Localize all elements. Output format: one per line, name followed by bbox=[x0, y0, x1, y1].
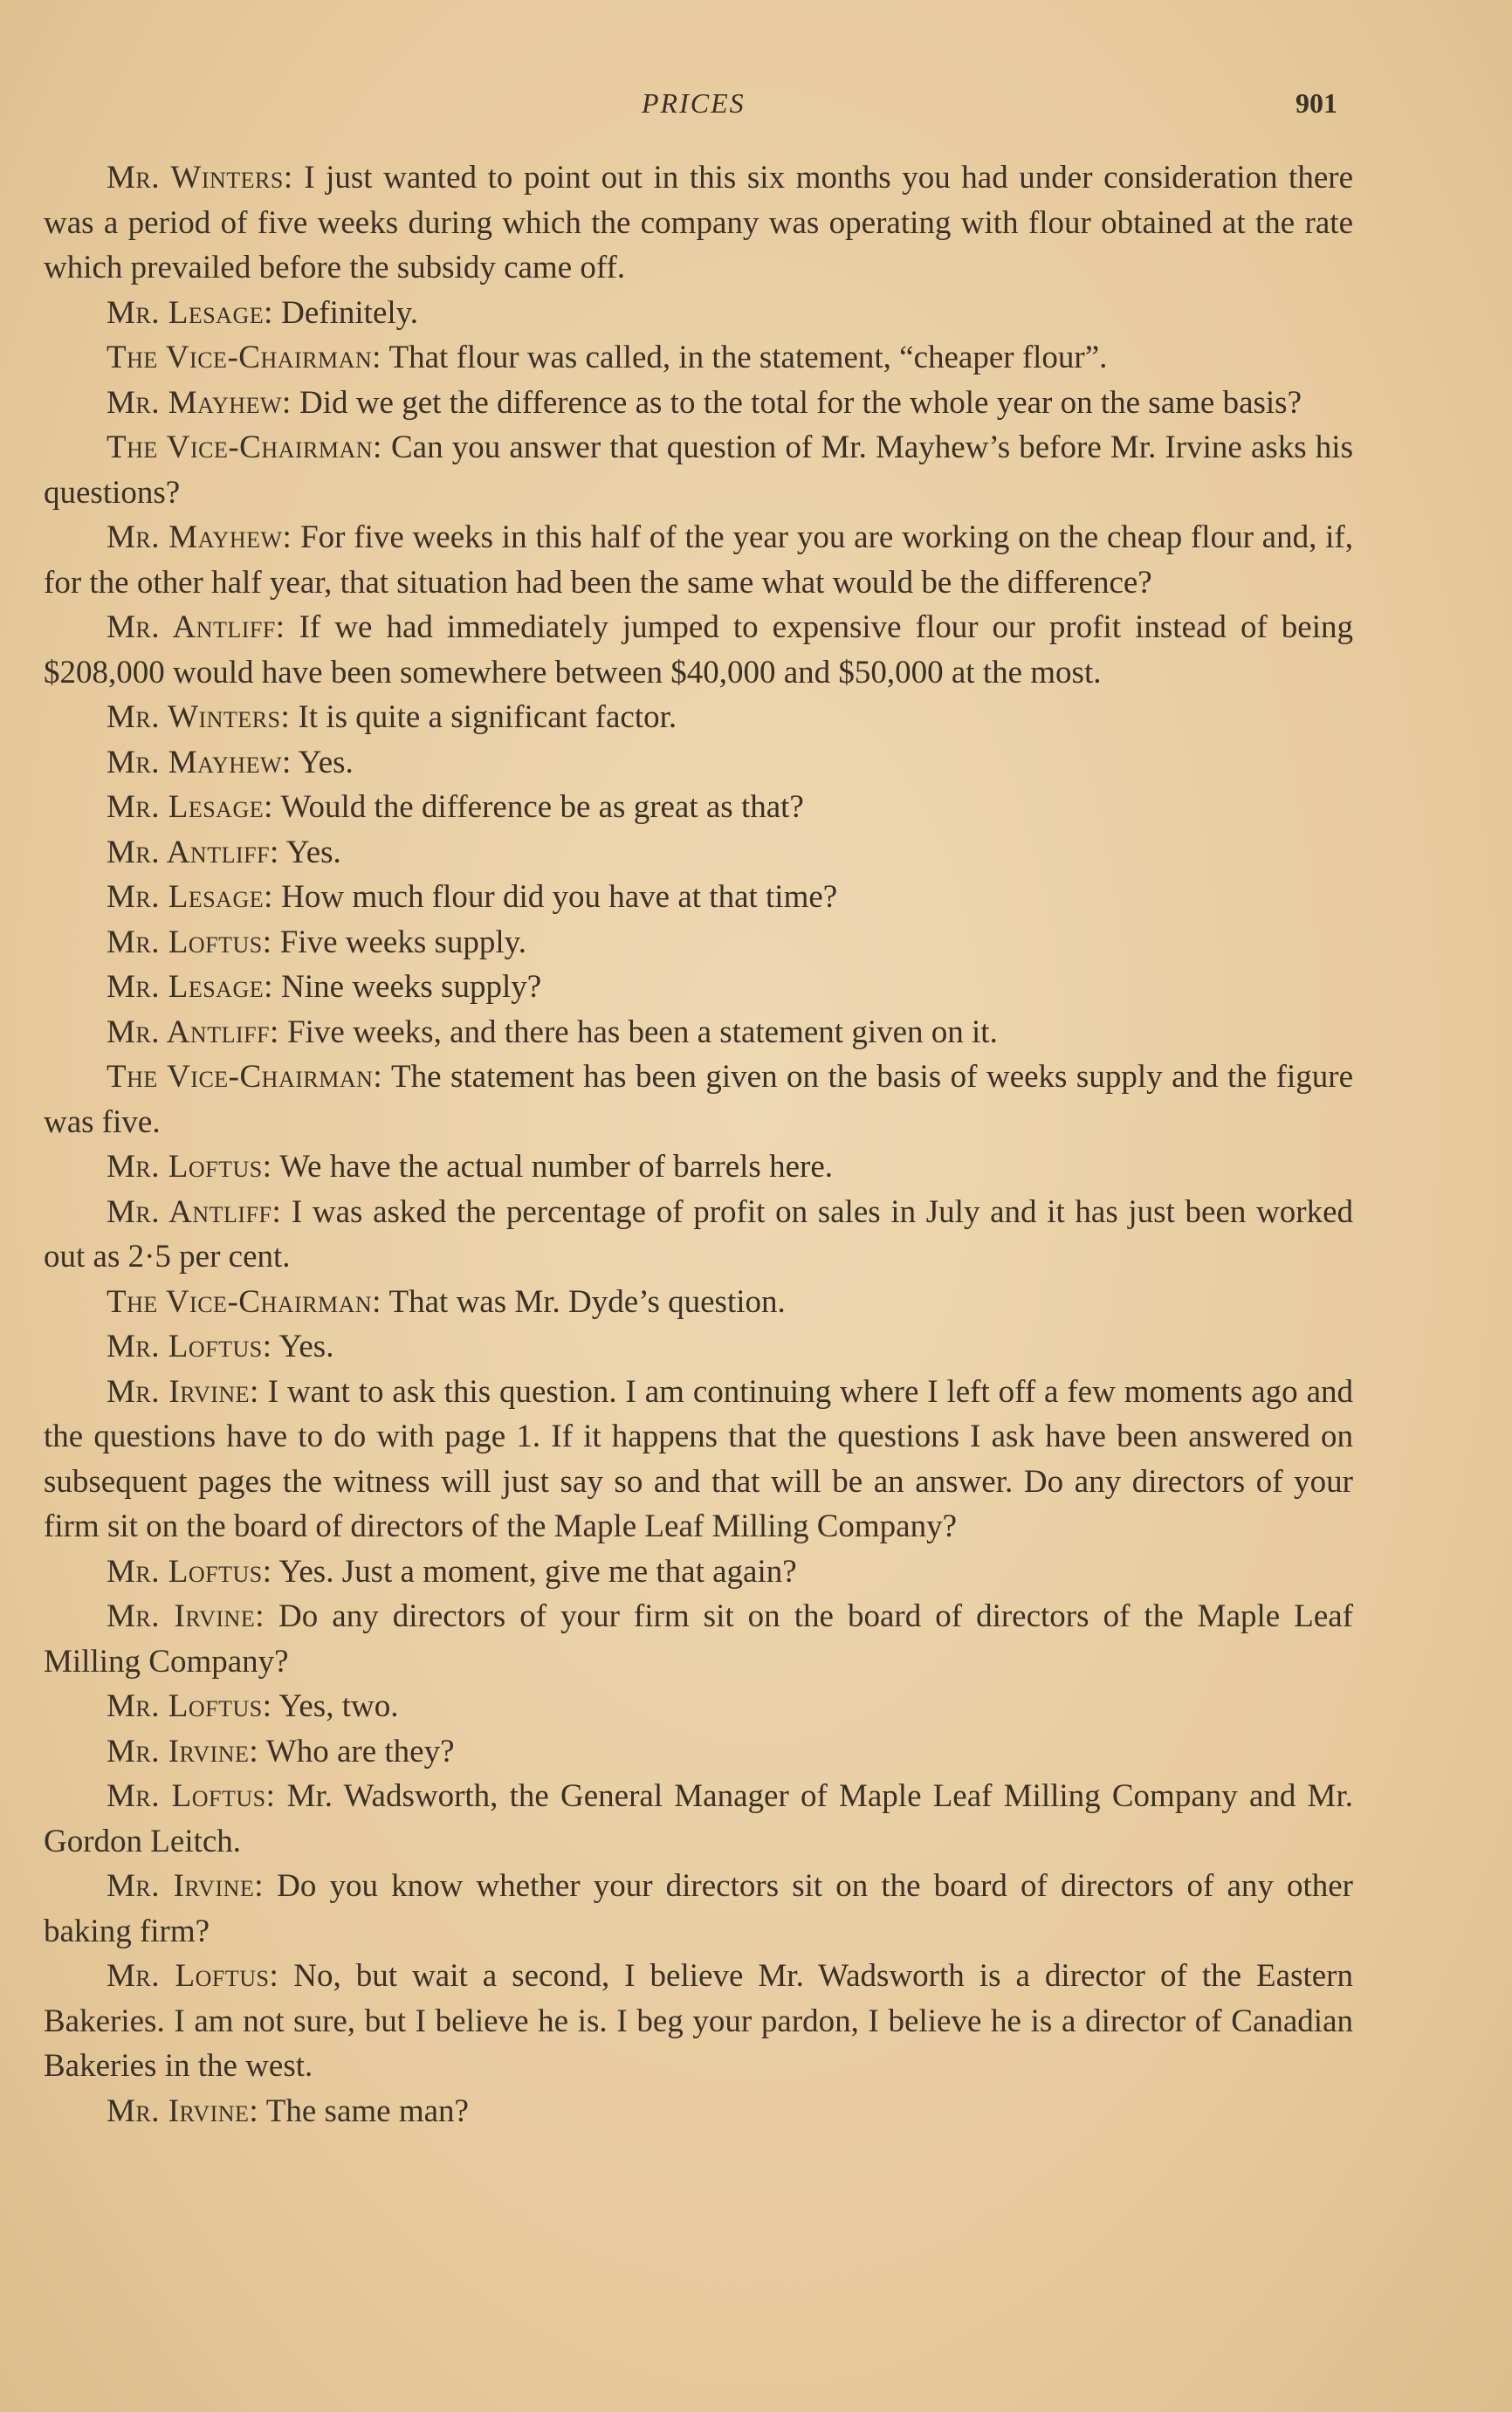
paragraph bbox=[44, 1055, 1353, 1144]
speaker-name: Mr. Loftus: bbox=[107, 1778, 276, 1814]
speech-text: That was Mr. Dyde’s question. bbox=[381, 1283, 786, 1320]
paragraph bbox=[44, 515, 1353, 605]
speaker-name: Mr. Lesage: bbox=[107, 879, 273, 915]
paragraph bbox=[44, 695, 1353, 740]
speaker-name: Mr. Mayhew: bbox=[107, 384, 292, 421]
speaker-name: Mr. Loftus: bbox=[107, 1688, 272, 1724]
speech-text: The statement has been given on the basis of weeks supply and the figure was five. bbox=[44, 1059, 1353, 1140]
speaker-name: The Vice-Chairman: bbox=[107, 340, 381, 375]
paragraph bbox=[44, 425, 1353, 515]
speech-text: Mr. Wadsworth, the General Manager of Maple Leaf Milling Company and Mr. Gordon Leitch. bbox=[44, 1778, 1353, 1859]
paragraph bbox=[44, 785, 1353, 830]
speech-text: Nine weeks supply? bbox=[272, 969, 542, 1005]
paragraph bbox=[44, 605, 1353, 695]
paragraph bbox=[44, 1684, 1353, 1729]
paragraph bbox=[44, 1729, 1353, 1775]
paragraph bbox=[44, 1010, 1353, 1055]
speech-text: If we had immediately jumped to expensive flour our profit instead of being $208,000 would have been somewhere between $40,000 and $50,000 at the most. bbox=[44, 609, 1353, 691]
speech-text: Definitely. bbox=[272, 294, 419, 331]
speaker-name: Mr. Lesage: bbox=[107, 789, 273, 825]
paragraph bbox=[44, 965, 1353, 1010]
paragraph bbox=[44, 1954, 1353, 2089]
speaker-name: Mr. Loftus: bbox=[107, 1329, 272, 1364]
paragraph bbox=[44, 1864, 1353, 1954]
speech-text: Five weeks, and there has been a statement given on it. bbox=[278, 1014, 998, 1050]
speaker-name: Mr. Irvine: bbox=[107, 1598, 265, 1634]
speaker-name: Mr. Antliff: bbox=[107, 1193, 282, 1230]
speaker-name: Mr. Irvine: bbox=[107, 2092, 259, 2129]
paragraph bbox=[44, 830, 1353, 876]
speaker-name: Mr. Antliff: bbox=[107, 834, 279, 870]
paragraph bbox=[44, 381, 1353, 426]
paragraph bbox=[44, 335, 1353, 381]
speaker-name: The Vice-Chairman: bbox=[107, 429, 382, 465]
paragraph bbox=[44, 1594, 1353, 1684]
running-title: PRICES bbox=[642, 87, 746, 119]
speaker-name: Mr. Antliff: bbox=[107, 609, 285, 645]
page-number: 901 bbox=[1296, 87, 1337, 119]
paragraph bbox=[44, 740, 1353, 786]
speech-text: Did we get the difference as to the total for the whole year on the same basis? bbox=[291, 384, 1302, 421]
speech-text: Yes. bbox=[278, 834, 341, 870]
speech-text: Who are they? bbox=[258, 1733, 455, 1769]
speaker-name: Mr. Irvine: bbox=[107, 1868, 265, 1904]
speech-text: Yes. bbox=[271, 1329, 334, 1364]
paragraph bbox=[44, 1774, 1353, 1864]
speaker-name: Mr. Loftus: bbox=[107, 1149, 272, 1185]
speech-text: I want to ask this question. I am continuing where I left off a few moments ago and the questions have to do with page 1. If it happens that the questions I ask have been answered on subsequent pages the witness will just say so and that will be an answer. Do any directors of your firm sit on the board of directors of the Maple Leaf Milling Company? bbox=[44, 1373, 1353, 1544]
speech-text: We have the actual number of barrels here. bbox=[271, 1149, 833, 1185]
speech-text: I was asked the percentage of profit on sales in July and it has just been worked out as 2·5 per cent. bbox=[44, 1193, 1353, 1275]
speech-text: Five weeks supply. bbox=[271, 924, 527, 960]
transcript-body bbox=[44, 155, 1353, 2134]
speaker-name: Mr. Irvine: bbox=[107, 1373, 259, 1410]
speaker-name: Mr. Irvine: bbox=[107, 1733, 259, 1769]
speech-text: Do you know whether your directors sit on the board of directors of any other baking firm? bbox=[44, 1868, 1354, 1949]
speech-text: For five weeks in this half of the year you are working on the cheap flour and, if, for the other half year, that situation had been the same what would be the difference? bbox=[44, 519, 1353, 601]
paragraph bbox=[44, 155, 1353, 291]
speech-text: It is quite a significant factor. bbox=[290, 699, 677, 735]
speaker-name: The Vice-Chairman: bbox=[107, 1059, 383, 1095]
paragraph bbox=[44, 1370, 1353, 1550]
paragraph bbox=[44, 920, 1353, 965]
speaker-name: Mr. Antliff: bbox=[107, 1014, 279, 1050]
page-header bbox=[0, 87, 1512, 131]
speaker-name: Mr. Loftus: bbox=[107, 1958, 279, 1994]
speaker-name: Mr. Lesage: bbox=[107, 969, 273, 1005]
speech-text: Yes. Just a moment, give me that again? bbox=[271, 1553, 797, 1590]
speech-text: No, but wait a second, I believe Mr. Wadsworth is a director of the Eastern Bakeries. I am not sure, but I believe he is. I beg your pardon, I believe he is a director of Canadian Bakeries in the west. bbox=[44, 1958, 1353, 2084]
speech-text: I just wanted to point out in this six months you had under consideration there was a period of five weeks during which the company was operating with flour obtained at the rate which prevailed before the subsidy came off. bbox=[44, 160, 1354, 285]
speech-text: That flour was called, in the statement, “cheaper flour”. bbox=[381, 340, 1108, 375]
speech-text: The same man? bbox=[258, 2092, 469, 2129]
paragraph bbox=[44, 1190, 1353, 1280]
speaker-name: The Vice-Chairman: bbox=[107, 1283, 381, 1320]
paragraph bbox=[44, 1144, 1353, 1190]
speaker-name: Mr. Loftus: bbox=[107, 924, 272, 960]
paragraph bbox=[44, 2089, 1353, 2134]
speech-text: Yes. bbox=[291, 744, 354, 780]
speaker-name: Mr. Winters: bbox=[107, 699, 291, 735]
speaker-name: Mr. Mayhew: bbox=[107, 744, 292, 780]
speech-text: Do any directors of your firm sit on the board of directors of the Maple Leaf Milling Company? bbox=[44, 1598, 1353, 1680]
paragraph bbox=[44, 1324, 1353, 1370]
paragraph bbox=[44, 1280, 1353, 1325]
speech-text: Can you answer that question of Mr. Mayhew’s before Mr. Irvine asks his questions? bbox=[44, 429, 1353, 511]
speech-text: Would the difference be as great as that? bbox=[272, 789, 804, 825]
speaker-name: Mr. Mayhew: bbox=[107, 519, 292, 555]
paragraph bbox=[44, 1550, 1353, 1595]
speaker-name: Mr. Lesage: bbox=[107, 294, 273, 331]
paragraph bbox=[44, 875, 1353, 920]
speaker-name: Mr. Winters: bbox=[107, 160, 293, 196]
paragraph bbox=[44, 291, 1353, 336]
speech-text: Yes, two. bbox=[271, 1688, 399, 1724]
speech-text: How much flour did you have at that time? bbox=[272, 879, 838, 915]
speaker-name: Mr. Loftus: bbox=[107, 1553, 272, 1590]
